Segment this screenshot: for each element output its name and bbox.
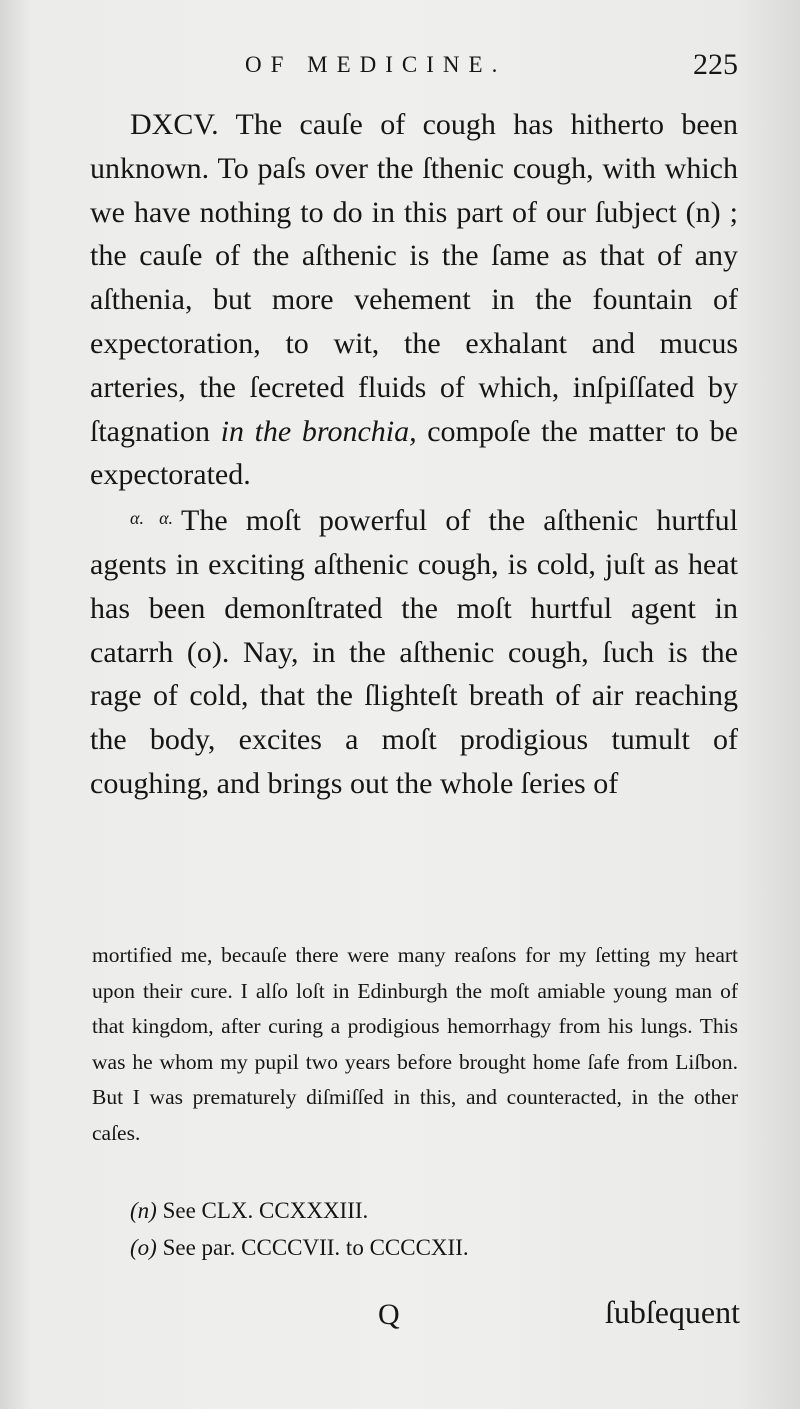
subsection-text: The moſt powerful of the aſthenic hurtful agents in exciting aſthenic cough, is cold, juſt as heat has been demonſtrated the moſt hurtful agent in catarrh (o). Nay, in the aſthenic cough, ſuch is the rage of cold, that the ſlighteſt breath of air reaching the body, excites a moſt prodigious tumult of coughing, and brings out the whole ſeries of xyxy=(90,504,738,800)
reference-o xyxy=(130,1229,730,1266)
subsection-mark: α. α. xyxy=(130,508,174,529)
reference-mark: (n) xyxy=(130,1198,157,1223)
section-number: DXCV. xyxy=(130,108,219,141)
running-title: OF MEDICINE. xyxy=(245,52,507,77)
reference-n xyxy=(130,1192,730,1229)
footnote-references xyxy=(130,1192,730,1266)
section-paragraph xyxy=(90,103,738,806)
section-text-end: compoſe the matter to be expectorated. xyxy=(90,414,739,492)
footnote-divider xyxy=(90,918,738,919)
footnote-paragraph: mortified me, becauſe there were many reaſons for my ſetting my heart upon their cure. I alſo loſt in Edinburgh the moſt amiable young man of that kingdom, after curing a prodigious hemorrhagy from his lungs. This was he whom my pupil two years before brought home ſafe from Liſbon. But I was prematurely diſmiſſed in this, and counteracted, in the other caſes. xyxy=(92,943,738,1145)
section-text: The cauſe of cough has hitherto been unknown. To paſs over the ſthenic cough, with which we have nothing to do in this part of our ſubject (n) ; the cauſe of the aſthenic is the ſame as that of any aſthenia, but more vehement in the fountain of expectoration, to wit, the exhalant and mucus arteries, the ſecreted fluids of which, inſpiſſated by ſtagnation xyxy=(90,108,738,448)
signature-mark: Q xyxy=(378,1298,400,1331)
reference-text: See par. CCCCVII. to CCCCXII. xyxy=(162,1235,469,1260)
page-header xyxy=(0,48,800,92)
italic-phrase: in the bronchia, xyxy=(220,414,417,448)
page-number: 225 xyxy=(693,48,738,81)
reference-mark: (o) xyxy=(130,1235,157,1260)
reference-text: See CLX. CCXXXIII. xyxy=(162,1198,369,1223)
catchword: ſubſequent xyxy=(604,1294,740,1330)
